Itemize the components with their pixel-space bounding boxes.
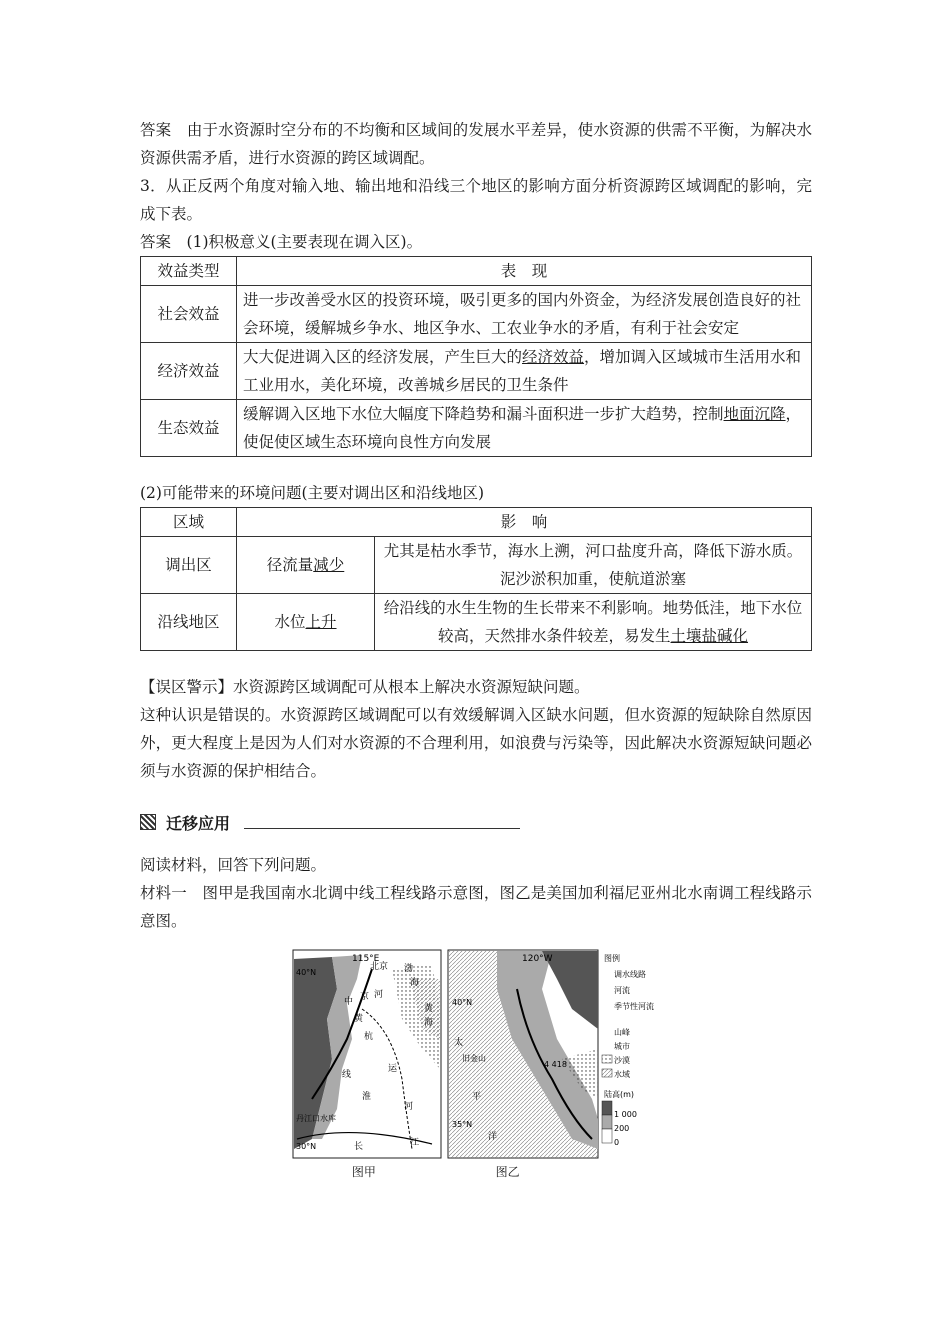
table-row: 经济效益 大大促进调入区的经济发展，产生巨大的经济效益，增加调入区域城市生活用水和工业用水，美化环境，改善城乡居民的卫生条件 (141, 343, 812, 400)
map-label: 40°N (452, 998, 473, 1007)
map-label: 线 (342, 1070, 352, 1080)
map-label: 杭 (364, 1032, 374, 1042)
map-label: 中 (344, 997, 354, 1007)
material-1: 材料一 图甲是我国南水北调中线工程线路示意图，图乙是美国加利福尼亚州北水南调工程线路示意图。 (140, 884, 812, 930)
map-label: 30°N (296, 1142, 317, 1151)
document-page (140, 116, 812, 1180)
map-label: 太 (454, 1038, 464, 1048)
svg-text:季节性河流: 季节性河流 (614, 1002, 654, 1011)
map-label: 渤 (404, 964, 414, 974)
table-row: 生态效益 缓解调入区地下水位大幅度下降趋势和漏斗面积进一步扩大趋势，控制地面沉降，使促使区域生态环境向良性方向发展 (141, 400, 812, 457)
answer-1: 答案 由于水资源时空分布的不均衡和区域间的发展水平差异，使水资源的供需不平衡，为解决水资源供需矛盾，进行水资源的跨区域调配。 (140, 121, 812, 167)
impact-table (140, 507, 812, 651)
svg-text:200: 200 (614, 1124, 630, 1133)
table-row: 社会效益 进一步改善受水区的投资环境，吸引更多的国内外资金，为经济发展创造良好的社会环境，缓解城乡争水、地区争水、工农业争水的矛盾，有利于社会安定 (141, 286, 812, 343)
table-header: 影 响 (237, 508, 812, 537)
misconception-warning: 【误区警示】水资源跨区域调配可从根本上解决水资源短缺问题。 (140, 678, 590, 696)
svg-text:调水线路: 调水线路 (614, 970, 646, 979)
map-legend (602, 953, 654, 1147)
map-label: 海 (410, 978, 420, 988)
subsection-2: (2)可能带来的环境问题(主要对调出区和沿线地区) (140, 484, 485, 502)
figure-captions (292, 1163, 637, 1180)
map-label: 平 (472, 1092, 482, 1102)
svg-text:城市: 城市 (614, 1042, 630, 1051)
map-label: 120°W (522, 954, 553, 964)
map-label: 京 (360, 992, 370, 1002)
map-label: 河 (404, 1102, 414, 1112)
table-header: 表 现 (237, 257, 812, 286)
figure-caption: 图乙 (495, 1165, 520, 1179)
benefit-table (140, 256, 812, 457)
section-square-icon (140, 814, 156, 830)
section-header (140, 807, 812, 837)
map-label: 黄 (424, 1004, 434, 1014)
question-3: 3．从正反两个角度对输入地、输出地和沿线三个地区的影响方面分析资源跨区域调配的影响，完成下表。 (140, 177, 812, 223)
map-label: 江 (410, 1138, 420, 1148)
map-label: 35°N (452, 1120, 473, 1129)
map-label: 115°E (352, 954, 380, 964)
figure-caption: 图甲 (351, 1165, 376, 1179)
section-title: 迁移应用 (166, 813, 231, 833)
map-label: 4 418 (544, 1060, 567, 1069)
map-label: 北京 (370, 962, 389, 972)
map-label: 河 (374, 990, 384, 1000)
map-label: 旧金山 (462, 1054, 486, 1063)
answer-label: 答案 (140, 121, 172, 139)
map-label: 40°N (296, 968, 317, 977)
svg-text:图例: 图例 (604, 954, 620, 963)
map-label: 海 (424, 1018, 434, 1028)
svg-text:水域: 水域 (614, 1070, 630, 1079)
svg-text:河流: 河流 (614, 986, 630, 995)
svg-text:沙漠: 沙漠 (614, 1056, 630, 1065)
answer-2: 答案 (1)积极意义(主要表现在调入区)。 (140, 233, 423, 251)
instruction: 阅读材料，回答下列问题。 (140, 856, 327, 874)
explanation: 这种认识是错误的。水资源跨区域调配可以有效缓解调入区缺水问题，但水资源的短缺除自然原因外，更大程度上是因为人们对水资源的不合理利用，如浪费与污染等，因此解决水资源短缺问题必须与水资源的保护相结合。 (140, 706, 812, 780)
map-label: 运 (388, 1064, 398, 1074)
table-row: 沿线地区 水位上升 给沿线的水生生物的生长带来不利影响。地势低洼，地下水位较高，天然排水条件较差，易发生土壤盐碱化 (141, 594, 812, 651)
svg-text:陆高(m): 陆高(m) (604, 1090, 635, 1099)
map-figure (292, 949, 654, 1180)
map-label: 丹江口水库 (296, 1114, 336, 1123)
map-label: 淮 (362, 1092, 372, 1102)
svg-text:山峰: 山峰 (614, 1028, 630, 1037)
table-header: 效益类型 (141, 257, 237, 286)
map-yi (448, 950, 598, 1158)
svg-text:1 000: 1 000 (614, 1110, 637, 1119)
svg-text:0: 0 (614, 1138, 620, 1147)
map-label: 黄 (354, 1014, 364, 1024)
section-rule (244, 816, 520, 829)
map-figure-svg (292, 949, 654, 1159)
map-jia (293, 950, 441, 1158)
table-row: 调出区 径流量减少 尤其是枯水季节，海水上溯，河口盐度升高，降低下游水质。泥沙淤积加重，使航道淤塞 (141, 537, 812, 594)
map-label: 长 (354, 1142, 364, 1152)
map-label: 洋 (488, 1132, 498, 1142)
table-header: 区域 (141, 508, 237, 537)
answer-label: 答案 (140, 233, 172, 251)
